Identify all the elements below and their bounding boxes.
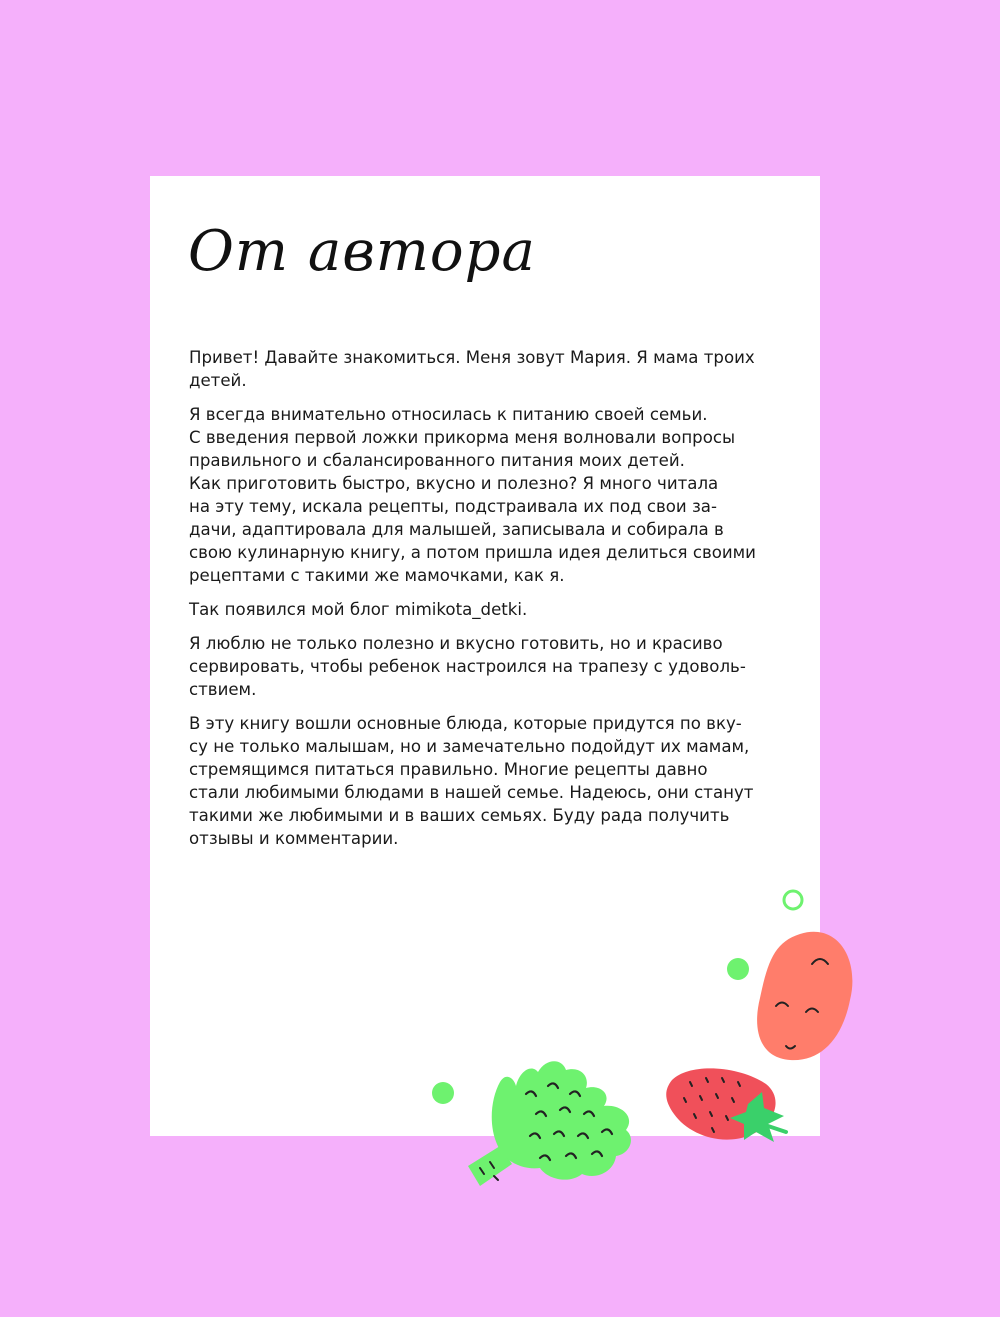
text-line: детей. bbox=[189, 371, 247, 390]
text-line: отзывы и комментарии. bbox=[189, 829, 399, 848]
text-line: Как приготовить быстро, вкусно и полезно? Я много читала bbox=[189, 474, 719, 493]
text-line: Я всегда внимательно относилась к питанию своей семьи. bbox=[189, 405, 708, 424]
text-line: рецептами с такими же мамочками, как я. bbox=[189, 566, 565, 585]
text-line: дачи, адаптировала для малышей, записывала и собирала в bbox=[189, 520, 724, 539]
text-line: стремящимся питаться правильно. Многие рецепты давно bbox=[189, 760, 708, 779]
text-line: ствием. bbox=[189, 680, 257, 699]
text-line: Я люблю не только полезно и вкусно готовить, но и красиво bbox=[189, 634, 723, 653]
text-line: сервировать, чтобы ребенок настроился на трапезу с удоволь- bbox=[189, 657, 746, 676]
text-line: правильного и сбалансированного питания моих детей. bbox=[189, 451, 685, 470]
text-line: В эту книгу вошли основные блюда, которые придутся по вку- bbox=[189, 714, 742, 733]
text-line: Привет! Давайте знакомиться. Меня зовут Мария. Я мама троих bbox=[189, 348, 755, 367]
text-line: такими же любимыми и в ваших семьях. Буду рада получить bbox=[189, 806, 730, 825]
text-line: на эту тему, искала рецепты, подстраивала их под свои за- bbox=[189, 497, 717, 516]
text-line: Так появился мой блог mimikota_detki. bbox=[189, 600, 528, 619]
text-line: стали любимыми блюдами в нашей семье. Надеюсь, они станут bbox=[189, 783, 754, 802]
paragraph-greeting bbox=[189, 346, 789, 392]
text-line: С введения первой ложки прикорма меня волновали вопросы bbox=[189, 428, 736, 447]
paragraph-book bbox=[189, 712, 789, 850]
text-line: су не только малышам, но и замечательно подойдут их мамам, bbox=[189, 737, 750, 756]
page-title: От автора bbox=[188, 219, 536, 284]
paragraph-story bbox=[189, 403, 789, 587]
text-page bbox=[150, 176, 820, 1136]
paragraph-serving bbox=[189, 632, 789, 701]
paragraph-blog bbox=[189, 598, 789, 621]
text-line: свою кулинарную книгу, а потом пришла идея делиться своими bbox=[189, 543, 756, 562]
body-text bbox=[189, 346, 789, 861]
